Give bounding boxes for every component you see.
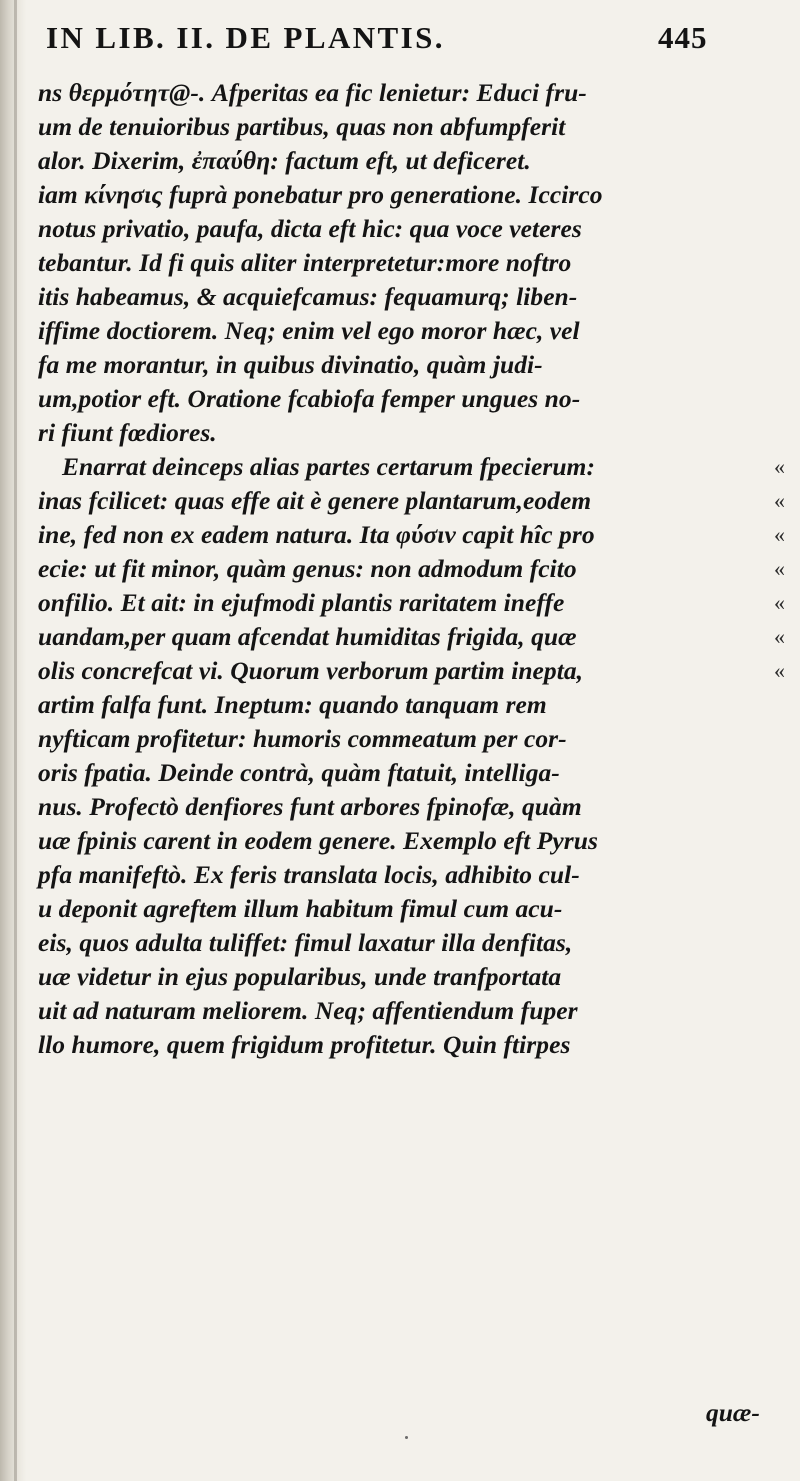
line-text: u deponit agreftem illum habitum fimul cum acu- <box>38 894 563 923</box>
running-head-title: IN LIB. II. DE PLANTIS. <box>46 20 445 55</box>
text-line <box>38 76 788 110</box>
line-text: nus. Profectò denfiores funt arbores fpinofæ, quàm <box>38 792 582 821</box>
text-line <box>38 484 788 518</box>
text-line <box>38 348 788 382</box>
text-line <box>38 790 788 824</box>
text-line <box>38 110 788 144</box>
running-head <box>46 20 746 66</box>
text-line <box>38 892 788 926</box>
line-text: um de tenuioribus partibus, quas non abfumpferit <box>38 112 566 141</box>
quotation-mark: « <box>774 590 786 615</box>
line-text: um,potior eft. Oratione fcabiofa femper ungues no- <box>38 384 581 413</box>
line-text: eis, quos adulta tuliffet: fimul laxatur illa denfitas, <box>38 928 573 957</box>
text-line <box>38 654 788 688</box>
line-text: ine, fed non ex eadem natura. Ita φύσιν capit hîc pro <box>38 520 595 549</box>
text-line <box>38 858 788 892</box>
line-text: ri fiunt fœdiores. <box>38 418 217 447</box>
line-text: notus privatio, paufa, dicta eft hic: qua voce veteres <box>38 214 582 243</box>
quotation-mark: « <box>774 522 786 547</box>
line-text: iffime doctiorem. Neq; enim vel ego moror hæc, vel <box>38 316 580 345</box>
line-text: uæ fpinis carent in eodem genere. Exemplo eft Pyrus <box>38 826 598 855</box>
quotation-mark: « <box>774 454 786 479</box>
text-line <box>38 382 788 416</box>
line-text: iam κίνησις fuprà ponebatur pro generatione. Iccirco <box>38 180 603 209</box>
text-line <box>38 314 788 348</box>
text-line <box>38 416 788 450</box>
line-text: pfa manifeftò. Ex feris translata locis, adhibito cul- <box>38 860 580 889</box>
text-line <box>38 688 788 722</box>
line-text: onfilio. Et ait: in ejufmodi plantis raritatem ineffe <box>38 588 565 617</box>
text-line <box>38 824 788 858</box>
text-line <box>38 246 788 280</box>
line-text: ecie: ut fit minor, quàm genus: non admodum fcito <box>38 554 577 583</box>
text-line <box>38 178 788 212</box>
line-text: llo humore, quem frigidum profitetur. Quin ftirpes <box>38 1030 571 1059</box>
catchword: quæ- <box>706 1398 760 1427</box>
text-line <box>38 926 788 960</box>
page-number: 445 <box>658 20 708 55</box>
quotation-mark: « <box>774 658 786 683</box>
text-line <box>38 552 788 586</box>
gutter-fold-line <box>14 0 17 1481</box>
binding-gutter <box>0 0 26 1481</box>
quotation-mark: « <box>774 556 786 581</box>
line-text: tebantur. Id fi quis aliter interpretetur:more noftro <box>38 248 572 277</box>
text-line <box>38 620 788 654</box>
ink-speck <box>405 1436 408 1439</box>
quotation-mark: « <box>774 488 786 513</box>
line-text: uandam,per quam afcendat humiditas frigida, quæ <box>38 622 577 651</box>
text-line <box>38 722 788 756</box>
text-line <box>38 518 788 552</box>
line-text: oris fpatia. Deinde contrà, quàm ftatuit, intelliga- <box>38 758 560 787</box>
text-line <box>38 586 788 620</box>
line-text: uit ad naturam meliorem. Neq; affentiendum fuper <box>38 996 578 1025</box>
line-text: Enarrat deinceps alias partes certarum fpecierum: <box>62 452 595 481</box>
text-line <box>38 1028 788 1062</box>
quotation-mark: « <box>774 624 786 649</box>
text-line <box>38 212 788 246</box>
line-text: nyfticam profitetur: humoris commeatum per cor- <box>38 724 567 753</box>
line-text: fa me morantur, in quibus divinatio, quàm judi- <box>38 350 543 379</box>
text-line <box>38 280 788 314</box>
line-text: inas fcilicet: quas effe ait è genere plantarum,eodem <box>38 486 592 515</box>
line-text: alor. Dixerim, ἐπαύθη: factum eft, ut deficeret. <box>38 146 531 175</box>
text-line <box>38 756 788 790</box>
text-line <box>38 960 788 994</box>
line-text: ns θερμότητ@-. Afperitas ea fic lenietur: Educi fru- <box>38 78 587 107</box>
line-text: uæ videtur in ejus popularibus, unde tranfportata <box>38 962 562 991</box>
text-line <box>38 450 788 484</box>
text-body <box>38 76 788 1062</box>
line-text: olis concrefcat vi. Quorum verborum partim inepta, <box>38 656 584 685</box>
text-line <box>38 144 788 178</box>
line-text: artim falfa funt. Ineptum: quando tanquam rem <box>38 690 547 719</box>
line-text: itis habeamus, & acquiefcamus: fequamurq; liben- <box>38 282 578 311</box>
text-line <box>38 994 788 1028</box>
